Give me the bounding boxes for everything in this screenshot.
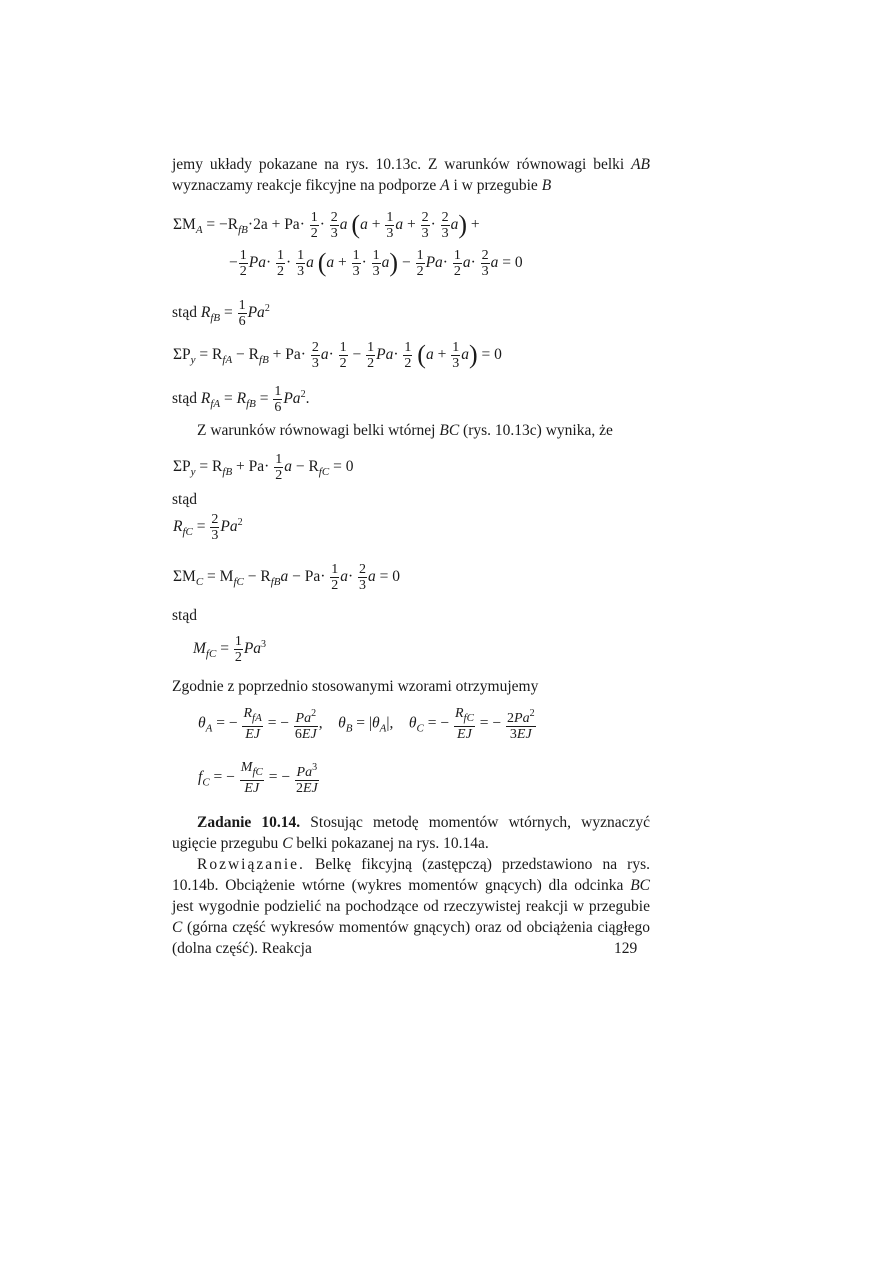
sentence-bc: Z warunków równowagi belki wtórnej BC (rys. 10.13c) wynika, że bbox=[197, 422, 613, 439]
stad-label-4: stąd bbox=[172, 607, 197, 624]
equation-fc: $f_C$ = − $\frac{M_{fC}}{EJ}$ = − $\frac{Pa^3}{2EJ}$ bbox=[198, 760, 318, 796]
solution-paragraph: Rozwiązanie. Belkę fikcyjną (zastępczą) przedstawiono na rys. 10.14b. Obciążenie wtórne (wykres momentów gnących) dla odcinka BC jest wygodnie podzielić na pochodzące od rzeczywistej reakcji w przegubie C (górna część wykresów momentów gnących) oraz od obciążenia ciągłego (dolna część). Reakcja bbox=[172, 856, 650, 957]
result-rfa: stąd $R_{fA} = R_{fB}$ = $\frac{1}{6}$ Pa$^2$. bbox=[172, 384, 310, 415]
equation-theta: $\theta_A$ = − $\frac{R_{fA}}{EJ}$ = − $\frac{Pa^2}{6EJ}$ , $\theta_B = |\theta_A|$, $\theta_C$ = − $\frac{R_{fC}}{EJ}$ = − $\frac{2Pa^2}{3EJ}$ bbox=[198, 706, 535, 742]
equation-sum-mc: $\Sigma M_C = M_{fC} - R_{fB}a - Pa\cdot$ $\frac{1}{2}$ a· $\frac{2}{3}$ a = 0 bbox=[173, 562, 401, 593]
solution-label: Rozwiązanie. bbox=[197, 856, 305, 873]
task-title: Zadanie 10.14. bbox=[197, 814, 301, 831]
sentence-formulas: Zgodnie z poprzednio stosowanymi wzorami otrzymujemy bbox=[172, 678, 539, 695]
equation-sum-ma-line1: $\Sigma M_A = -R_{fB}\cdot 2a + Pa\cdot$ $\frac{1}{2}$ · $\frac{2}{3}$ a (a + $\frac{1}{3}$ a + $\frac{2}{3}$ · $\frac{2}{3}$ a) + bbox=[173, 210, 480, 241]
intro-paragraph: jemy układy pokazane na rys. 10.13c. Z warunków równowagi belki AB wyznaczamy reakcje fikcyjne na podporze A i w przegubie B bbox=[172, 156, 650, 194]
page-number: 129 bbox=[614, 940, 638, 957]
stad-label-3: stąd bbox=[172, 491, 197, 508]
result-mfc: $M_{fC}$ = $\frac{1}{2}$ Pa$^3$ bbox=[193, 634, 267, 665]
equation-sum-py-1: $\Sigma P_y = R_{fA} - R_{fB} + Pa\cdot$ $\frac{2}{3}$ a· $\frac{1}{2}$ − $\frac{1}{2}$ Pa· $\frac{1}{2}$ (a + $\frac{1}{3}$ a) = 0 bbox=[173, 340, 502, 371]
equation-sum-ma-line2: − $\frac{1}{2}$ Pa· $\frac{1}{2}$ · $\frac{1}{3}$ a (a + $\frac{1}{3}$ · $\frac{1}{3}$ a) − $\frac{1}{2}$ Pa· $\frac{1}{2}$ a· $\frac{2}{3}$ a = 0 bbox=[229, 248, 523, 279]
equation-sum-py-2: $\Sigma P_y = R_{fB} + Pa\cdot$ $\frac{1}{2}$ $a - R_{fC} = 0$ bbox=[173, 452, 354, 483]
task-paragraph: Zadanie 10.14. Stosując metodę momentów wtórnych, wyznaczyć ugięcie przegubu C belki pokazanej na rys. 10.14a. bbox=[172, 814, 650, 852]
result-rfb: stąd $R_{fB}$ = $\frac{1}{6}$ Pa$^2$ bbox=[172, 298, 270, 329]
result-rfc: $R_{fC}$ = $\frac{2}{3}$ Pa$^2$ bbox=[173, 512, 243, 543]
